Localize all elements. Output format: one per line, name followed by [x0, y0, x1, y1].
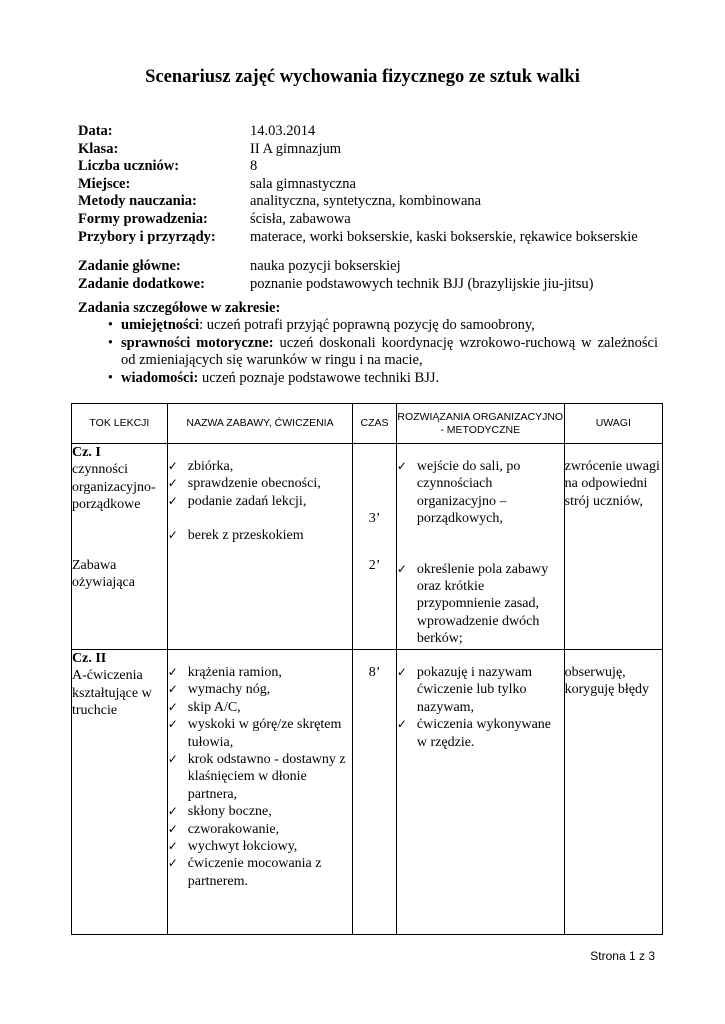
checkmark-icon: ✓: [167, 839, 178, 854]
checklist-item-text: pokazuję i nazywam ćwiczenie lub tylko nazywam,: [416, 665, 532, 715]
checklist-item: [168, 681, 352, 698]
header-uwagi: UWAGI: [564, 404, 662, 444]
checklist-item-text: ćwiczenie mocowania z partnerem.: [187, 856, 322, 889]
lesson-info: [78, 123, 638, 246]
checklist-item: [168, 664, 352, 681]
table-row-part1: [72, 444, 663, 650]
part2-time-cell: [353, 650, 397, 935]
detailed-task-text: [121, 335, 658, 370]
part2-method-list: [397, 664, 564, 751]
checklist-item-text: krążenia ramion,: [187, 665, 282, 680]
info-row: [78, 229, 638, 247]
detailed-task-term: sprawności motoryczne:: [121, 334, 274, 351]
info-row: [78, 123, 638, 141]
info-row: [78, 141, 638, 159]
task-label: Zadanie dodatkowe:: [78, 275, 205, 292]
detailed-task-description: uczeń doskonali koordynację wzrokowo-ruchową w zależności od zmieniających się warunków w ringu i na macie,: [121, 334, 658, 369]
detailed-task-item: [78, 335, 658, 370]
info-row: [78, 176, 638, 194]
info-label: Data:: [78, 123, 113, 139]
checkmark-icon: ✓: [396, 561, 407, 576]
checklist-item: [168, 458, 352, 475]
checkmark-icon: ✓: [167, 856, 178, 871]
checklist-item-text: krok odstawno - dostawny z klaśnięciem w dłonie partnera,: [187, 752, 346, 802]
info-value: materace, worki bokserskie, kaski bokserskie, rękawice bokserskie: [250, 228, 638, 245]
info-label: Metody nauczania:: [78, 193, 197, 210]
checklist-item-text: skip A/C,: [187, 699, 241, 715]
info-label: Miejsce:: [78, 175, 131, 192]
checkmark-icon: ✓: [396, 717, 407, 732]
part1-game-exercise-list: [168, 527, 352, 544]
checklist-item: [168, 751, 352, 803]
info-value: ścisła, zabawowa: [250, 210, 351, 227]
checkmark-icon: ✓: [167, 752, 178, 767]
checkmark-icon: ✓: [167, 804, 178, 819]
part1-tok: [72, 444, 168, 650]
part1-game-time: 2’: [368, 558, 381, 574]
checklist-item-text: wychwyt łokciowy,: [187, 839, 298, 855]
part2-tok: [72, 650, 168, 935]
detailed-tasks-list: [78, 317, 658, 387]
checklist-item: [397, 664, 564, 716]
info-label: Przybory i przyrządy:: [78, 228, 216, 245]
task-value: nauka pozycji bokserskiej: [250, 258, 401, 274]
part2-name: A-ćwiczenia kształtujące w truchcie: [72, 668, 152, 719]
info-row: [78, 211, 638, 229]
task-row: [78, 276, 594, 294]
info-value: 14.03.2014: [250, 123, 316, 139]
bullet-icon: •: [107, 334, 113, 351]
checklist-item-text: czworakowanie,: [187, 821, 280, 837]
table-header-row: [72, 404, 663, 444]
detailed-task-item: [78, 317, 658, 335]
info-value: analityczna, syntetyczna, kombinowana: [250, 193, 482, 210]
checkmark-icon: ✓: [167, 665, 178, 679]
checklist-item: [168, 475, 352, 492]
checkmark-icon: ✓: [396, 459, 407, 473]
task-value: poznanie podstawowych technik BJJ (brazylijskie jiu-jitsu): [250, 275, 594, 292]
checklist-item: [168, 716, 352, 751]
info-label: Formy prowadzenia:: [78, 210, 208, 227]
part2-notes-cell: [564, 650, 662, 935]
detailed-task-description: uczeń poznaje podstawowe techniki BJJ.: [198, 369, 440, 386]
detailed-task-text: [121, 317, 658, 335]
part1-notes: zwrócenie uwagi na odpowiedni strój uczniów,: [564, 459, 660, 509]
detailed-task-text: [121, 370, 658, 388]
lesson-tasks: [78, 258, 594, 293]
part1-time-cell: [353, 444, 397, 650]
checkmark-icon: ✓: [167, 476, 178, 491]
checklist-item-text: podanie zadań lekcji,: [187, 493, 307, 509]
checklist-item-text: sprawdzenie obecności,: [187, 476, 321, 492]
part1-time: 3’: [368, 511, 381, 526]
header-tok-lekcji: TOK LEKCJI: [72, 404, 168, 444]
part1-methods: [396, 444, 564, 650]
part1-method-list: [397, 458, 564, 528]
checklist-item-text: wymachy nóg,: [187, 682, 271, 698]
checkmark-icon: ✓: [167, 682, 178, 697]
header-czas: CZAS: [353, 404, 397, 444]
checklist-item: [397, 716, 564, 751]
checkmark-icon: ✓: [396, 665, 407, 679]
checklist-item-text: ćwiczenia wykonywane w rzędzie.: [416, 717, 552, 750]
detailed-task-description: : uczeń potrafi przyjąć poprawną pozycję do samoobrony,: [199, 317, 535, 333]
checklist-item: [397, 458, 564, 528]
part1-name: czynności organizacyjno-porządkowe: [72, 462, 156, 513]
checklist-item: [168, 821, 352, 838]
detailed-task-term: umiejętności: [121, 317, 200, 333]
checklist-item-text: skłony boczne,: [187, 804, 272, 820]
checklist-item-text: określenie pola zabawy oraz krótkie przypomnienie zasad, wprowadzenie dwóch berków;: [416, 561, 549, 647]
detailed-task-item: [78, 370, 658, 388]
document-title: Scenariusz zajęć wychowania fizycznego ze sztuk walki: [145, 67, 580, 87]
checklist-item: [168, 855, 352, 890]
info-row: [78, 158, 638, 176]
task-row: [78, 258, 594, 276]
header-rozwiazania: ROZWIĄZANIA ORGANIZACYJNO - METODYCZNE: [396, 404, 564, 444]
checklist-item-text: berek z przeskokiem: [187, 528, 304, 544]
checkmark-icon: ✓: [167, 699, 178, 714]
checkmark-icon: ✓: [167, 528, 178, 543]
checklist-item-text: wejście do sali, po czynnościach organizacyjno – porządkowych,: [416, 459, 521, 527]
table-row-part2: [72, 650, 663, 935]
info-label: Liczba uczniów:: [78, 158, 180, 175]
part1-game-name: Zabawa ożywiająca: [72, 557, 135, 591]
checklist-item: [168, 838, 352, 855]
info-row: [78, 193, 638, 211]
part1-exercises: [167, 444, 352, 650]
checklist-item-text: zbiórka,: [187, 459, 234, 474]
detailed-tasks-heading: Zadania szczegółowe w zakresie:: [78, 300, 281, 316]
bullet-icon: •: [107, 317, 113, 333]
info-value: sala gimnastyczna: [250, 175, 356, 192]
part2-methods: [396, 650, 564, 935]
page-number: Strona 1 z 3: [590, 949, 655, 963]
info-label: Klasa:: [78, 140, 119, 157]
part2-exercise-list: [168, 664, 352, 890]
part1-heading: Cz. I: [72, 445, 101, 460]
task-label: Zadanie główne:: [78, 258, 181, 274]
part2-heading: Cz. II: [72, 651, 107, 666]
checkmark-icon: ✓: [167, 821, 178, 836]
header-nazwa: NAZWA ZABAWY, ĆWICZENIA: [167, 404, 352, 444]
part2-notes: obserwuję, koryguję błędy: [564, 665, 649, 698]
part1-exercise-list: [168, 458, 352, 510]
part1-game-method-list: [397, 561, 564, 648]
checklist-item: [168, 493, 352, 510]
detailed-task-term: wiadomości:: [121, 369, 199, 386]
checkmark-icon: ✓: [167, 459, 178, 473]
checkmark-icon: ✓: [167, 493, 178, 508]
part2-time: 8’: [368, 665, 381, 680]
checklist-item: [168, 527, 352, 544]
lesson-plan-table: [71, 403, 663, 935]
info-value: 8: [250, 158, 258, 175]
checkmark-icon: ✓: [167, 717, 178, 732]
info-value: II A gimnazjum: [250, 140, 342, 157]
checklist-item-text: wyskoki w górę/ze skrętem tułowia,: [187, 717, 342, 750]
checklist-item: [168, 803, 352, 820]
part2-exercises: [167, 650, 352, 935]
part1-notes-cell: [564, 444, 662, 650]
checklist-item: [397, 561, 564, 648]
checklist-item: [168, 699, 352, 716]
bullet-icon: •: [107, 369, 113, 386]
